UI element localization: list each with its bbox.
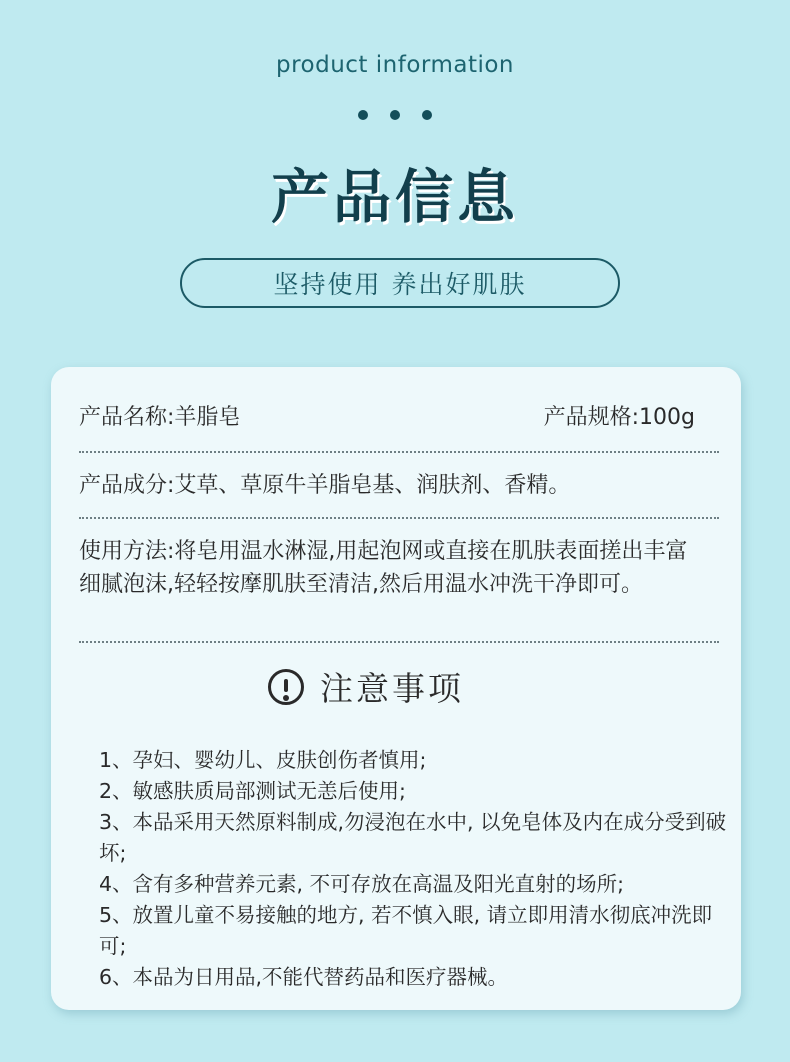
divider [79, 641, 719, 643]
page-title: 产品信息 [270, 163, 519, 231]
product-spec: 产品规格:100g [543, 405, 695, 430]
usage-instructions: 使用方法:将皂用温水淋湿,用起泡网或直接在肌肤表面搓出丰富细腻泡沫,轻轻按摩肌肤至清洁,然后用温水冲洗干净即可。 [79, 539, 688, 597]
list-item: 2、敏感肤质局部测试无恙后使用; [99, 779, 406, 803]
dot-icon [358, 110, 368, 120]
dot-icon [422, 110, 432, 120]
notes-list [99, 745, 729, 993]
product-ingredients: 产品成分:艾草、草原牛羊脂皂基、润肤剂、香精。 [79, 473, 571, 498]
list-item: 6、本品为日用品,不能代替药品和医疗器械。 [99, 965, 509, 989]
notice-title: 注意事项 [320, 669, 464, 708]
product-info-card [51, 367, 741, 1010]
slogan-text: 坚持使用 养出好肌肤 [273, 270, 527, 299]
list-item: 5、放置儿童不易接触的地方, 若不慎入眼, 请立即用清水彻底冲洗即可; [99, 903, 713, 958]
subtitle-english: product information [275, 52, 515, 78]
dot-icon [390, 110, 400, 120]
divider [79, 517, 719, 519]
divider [79, 451, 719, 453]
warning-icon [268, 669, 304, 705]
product-name: 产品名称:羊脂皂 [79, 405, 241, 430]
decorative-dots [0, 110, 790, 120]
slogan-badge [180, 258, 620, 308]
list-item: 4、含有多种营养元素, 不可存放在高温及阳光直射的场所; [99, 872, 624, 896]
list-item: 3、本品采用天然原料制成,勿浸泡在水中, 以免皂体及内在成分受到破坏; [99, 810, 727, 865]
notice-header [51, 663, 741, 710]
list-item: 1、孕妇、婴幼儿、皮肤创伤者慎用; [99, 748, 427, 772]
